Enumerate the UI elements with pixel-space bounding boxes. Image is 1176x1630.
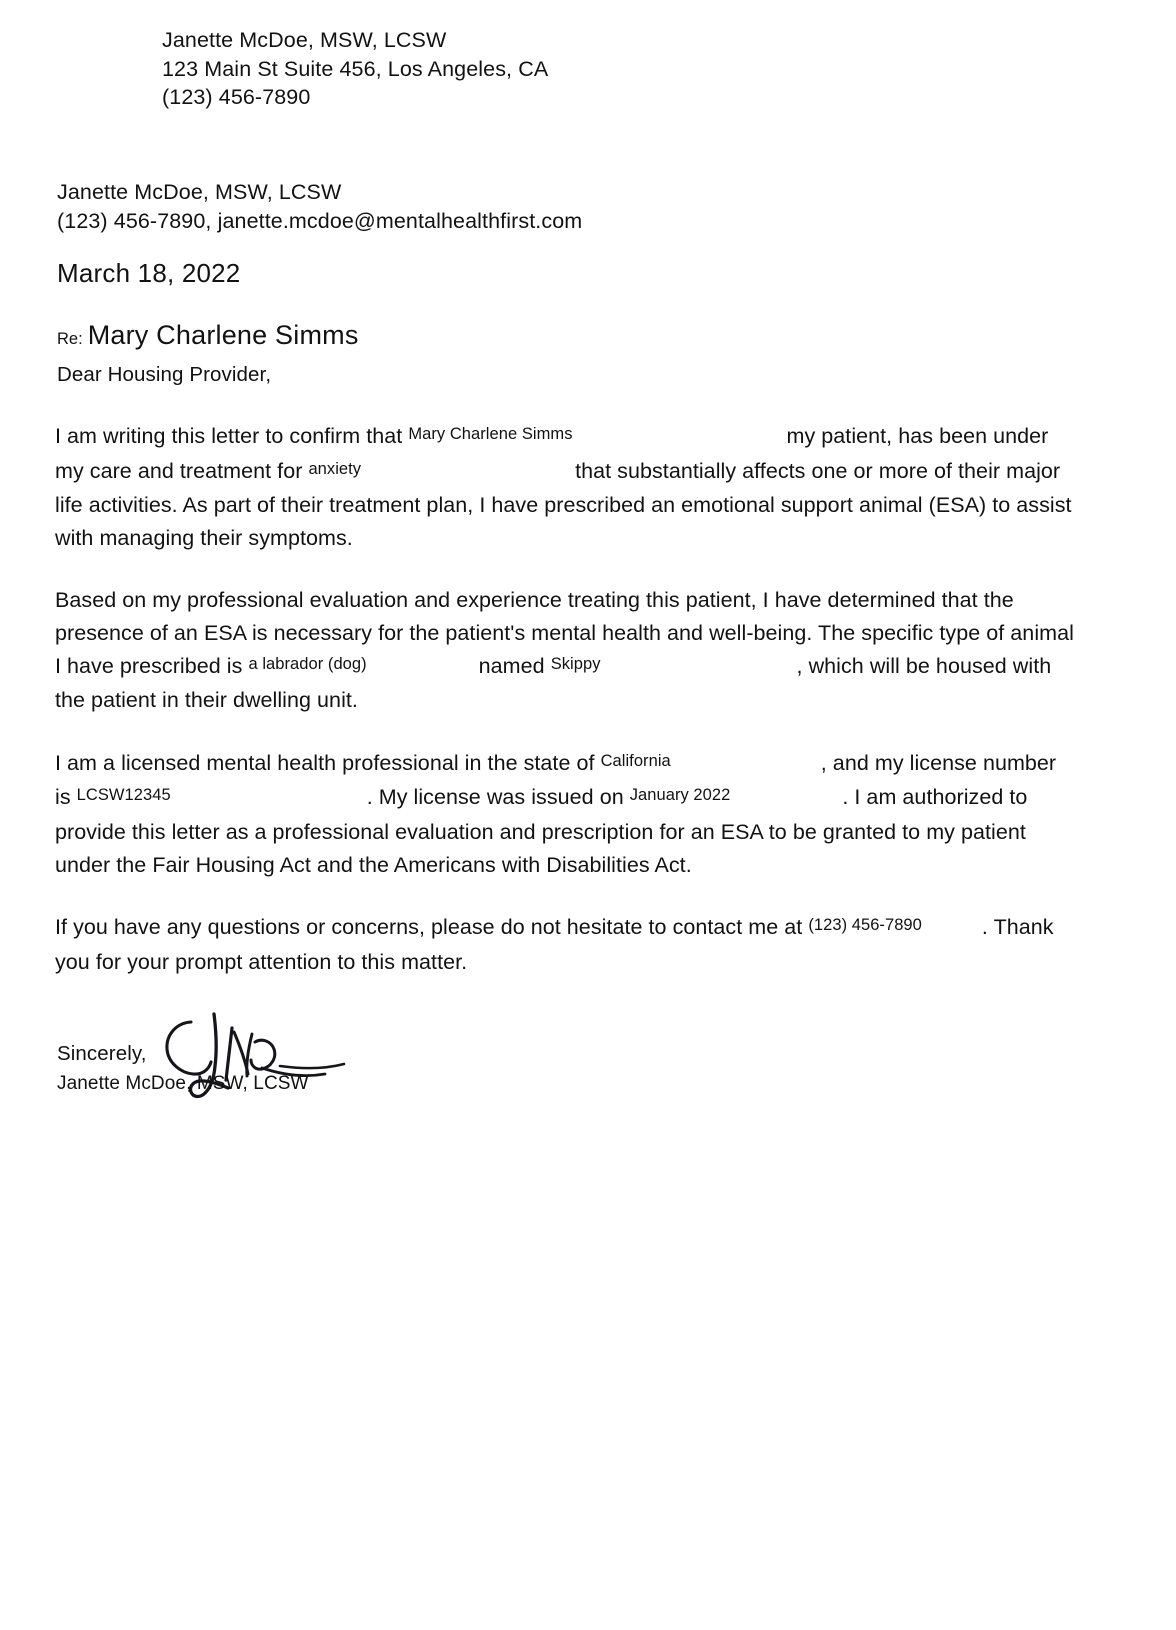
letterhead-name: Janette McDoe, MSW, LCSW	[162, 28, 447, 52]
p4-text-3: Thank you for your prompt attention to this matter.	[55, 915, 1054, 974]
letterhead-address: 123 Main St Suite 456, Los Angeles, CA	[162, 56, 549, 81]
sender-name: Janette McDoe, MSW, LCSW	[57, 180, 342, 204]
license-number-field[interactable]: LCSW12345	[76, 786, 171, 805]
p2-text-1: Based on my professional evaluation and experience treating this patient, I have determined that the presence of an ESA is necessary for the patient's mental health and well-being. The specific type of animal I have prescribed is	[55, 588, 1074, 678]
p2-text-2: named	[478, 653, 545, 678]
signature-block	[57, 1020, 477, 1120]
subject-label: Re:	[57, 330, 83, 348]
paragraph-3	[55, 747, 1075, 881]
letterhead	[162, 26, 548, 112]
salutation: Dear Housing Provider,	[57, 363, 272, 386]
p3-text-4: . I am authorized to provide this letter as a professional evaluation and prescription for an ESA to be granted to my patient under the Fair Housing Act and the Americans with Disabilities Act.	[55, 785, 1028, 877]
animal-name-field[interactable]: Skippy	[550, 654, 601, 673]
license-date-field[interactable]: January 2022	[629, 786, 731, 805]
letter-date: March 18, 2022	[57, 258, 241, 288]
p4-text-2: .	[981, 915, 988, 940]
patient-name-field[interactable]: Mary Charlene Simms	[408, 425, 573, 443]
sender-block	[57, 178, 582, 236]
signature-closing: Sincerely,	[57, 1042, 147, 1065]
p3-text-3: . My license was issued on	[366, 785, 624, 810]
subject-line	[57, 320, 359, 351]
signature-printed-name: Janette McDoe, MSW, LCSW	[57, 1073, 309, 1094]
animal-type-field[interactable]: a labrador (dog)	[248, 654, 367, 673]
subject-value: Mary Charlene Simms	[87, 320, 359, 350]
p3-text-2: , and my license number is	[55, 750, 1057, 810]
letter-body	[55, 420, 1075, 978]
state-field[interactable]: California	[600, 751, 671, 770]
paragraph-4	[55, 911, 1075, 978]
condition-field[interactable]: anxiety	[308, 459, 362, 478]
letterhead-phone: (123) 456-7890	[162, 85, 311, 109]
p3-text-1: I am a licensed mental health professional in the state of	[55, 750, 595, 775]
paragraph-1	[55, 420, 1075, 554]
sender-contact: (123) 456-7890, janette.mcdoe@mentalhealthfirst.com	[57, 209, 583, 233]
p1-text-1: I am writing this letter to confirm that	[55, 424, 403, 448]
p1-text-2: my patient, has been under my care and treatment for	[55, 424, 1049, 483]
p1-text-3: that substantially affects one or more of their major life activities. As part of their treatment plan, I have prescribed an emotional support animal (ESA) to assist with managing their symptoms.	[55, 458, 1072, 550]
contact-phone-field[interactable]: (123) 456-7890	[808, 916, 922, 935]
paragraph-2	[55, 584, 1075, 716]
p4-text-1: If you have any questions or concerns, please do not hesitate to contact me at	[55, 915, 803, 940]
p2-text-3: , which will be housed with the patient in their dwelling unit.	[55, 653, 1052, 713]
